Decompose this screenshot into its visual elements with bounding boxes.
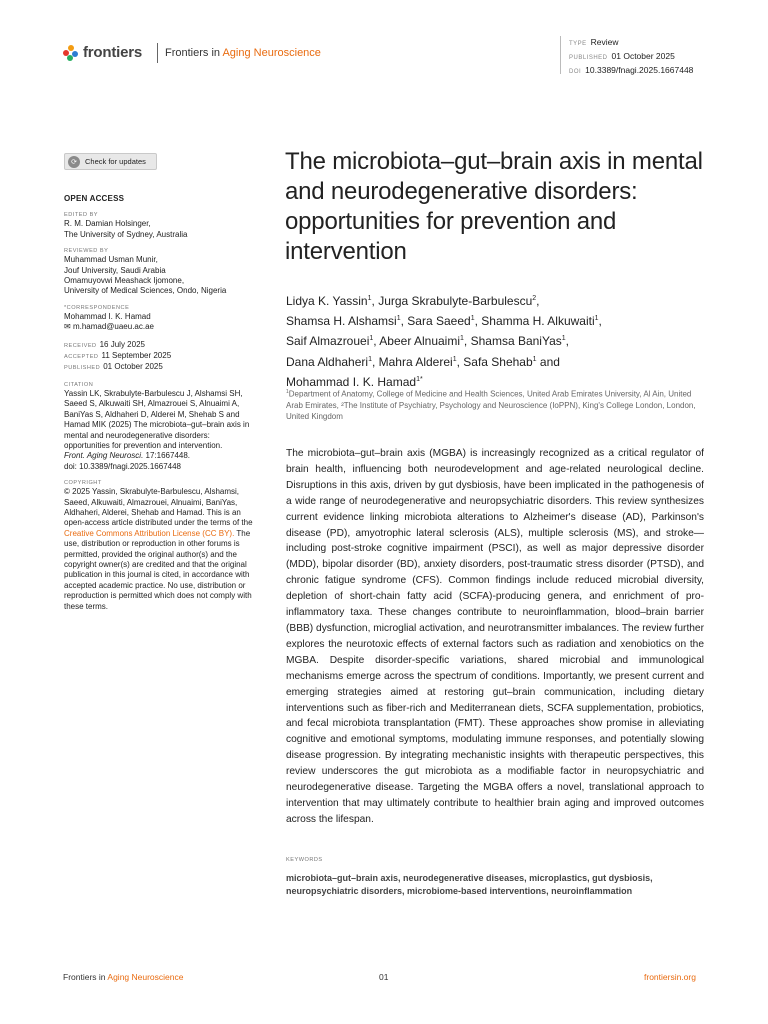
author-name[interactable]: Mohammad I. K. Hamad — [286, 374, 417, 389]
author-affiliation-marker: 1 — [452, 355, 457, 363]
copyright-text: © 2025 Yassin, Skrabulyte-Barbulescu, Alshamsi, Saeed, Alkuwaiti, Almazrouei, Alnuaimi, BaniYas, Aldhaheri, Alderei, Shehab and Hamad. This is an open-access article distributed under the terms of the Creative Commons Attribution License (CC BY). The use, distribution or reproduction in other forums is permitted, provided the original author(s) and the copyright owner(s) are credited and that the original publication in this journal is cited, in accordance with accepted academic practice. No use, distribution or reproduction is permitted which does not comply with these terms. — [64, 487, 253, 611]
author-list — [286, 290, 706, 391]
author-separator: , — [463, 334, 471, 349]
correspondence-name: Mohammad I. K. Hamad — [64, 311, 151, 321]
author-separator: , — [536, 294, 540, 308]
footer-journal[interactable]: Frontiers in Aging Neuroscience — [63, 972, 184, 982]
frontiers-wordmark: frontiers — [83, 44, 143, 61]
accepted-date: ACCEPTED 11 September 2025 — [64, 351, 172, 361]
reviewer-name: Omamuyovwi Meashack Ijomone, — [64, 276, 185, 286]
edited-by-label: EDITED BY — [64, 212, 99, 219]
keywords: microbiota–gut–brain axis, neurodegenerative diseases, microplastics, gut dysbiosis, neuropsychiatric disorders, microbiome-based interventions, neuroinflammation — [286, 873, 653, 896]
editor-name: R. M. Damian Holsinger, — [64, 219, 151, 229]
author-separator: and — [536, 354, 560, 369]
author-affiliation-marker: 1 — [470, 315, 475, 323]
sidebar — [64, 194, 254, 612]
page-number: 01 — [379, 972, 389, 982]
reviewer-name: Muhammad Usman Munir, — [64, 255, 158, 265]
dates — [64, 340, 254, 374]
correspondence-email[interactable]: ✉ m.hamad@uaeu.ac.ae — [64, 322, 154, 332]
check-updates-button[interactable] — [64, 153, 157, 170]
article-type: TYPE Review — [569, 37, 619, 47]
author-affiliation-marker: 1 — [396, 315, 401, 323]
header-divider — [157, 43, 158, 63]
author-affiliation-marker: 1 — [368, 355, 372, 363]
author-separator: , — [400, 314, 408, 329]
article-doi: DOI 10.3389/fnagi.2025.1667448 — [569, 65, 694, 75]
cc-by-license-link[interactable]: Creative Commons Attribution License (CC BY). — [64, 528, 235, 538]
author-name[interactable]: Jurga Skrabulyte-Barbulescu — [378, 294, 533, 308]
abstract: The microbiota–gut–brain axis (MGBA) is increasingly recognized as a critical regulator of brain health, influencing both neurodevelopment and age-related neurological decline. Disruptions in this axis, driven by gut dysbiosis, have been implicated in the pathogenesis of a wide range of neurodegenerative and neuropsychiatric disorders. This review synthesizes current evidence linking microbiota alterations to Alzheimer's disease (AD), Parkinson's disease (PD), amyotrophic lateral sclerosis (ALS), multiple sclerosis (MS), and stroke—including post-stroke cognitive impairment (PSCI), as well as major depressive disorder (MDD), bipolar disorder (BD), anxiety disorders, post-traumatic stress disorder (PTSD), and chronic fatigue syndrome (CFS). Common findings include reduced microbial diversity, depletion of short-chain fatty acid (SCFA)-producing genera, and enrichment of pro-inflammatory taxa. These changes contribute to neuroinflammation, blood–brain barrier (BBB) dysfunction, microglial activation, and neurotransmitter imbalances. The review further explores the neurotoxic effects of external factors such as radiation and xenobiotics on the MGBA. Despite disorder-specific variations, shared microbial and immunological mechanisms emerge across the spectrum of conditions. Importantly, we present current and emerging strategies aimed at restoring gut–brain communication, including dietary interventions such as fiber-rich and Mediterranean diets, SCFA supplementation, probiotics, and fecal microbiota transplantation (FMT). These approaches show promise in alleviating cognitive and emotional symptoms, modulating immune responses, and potentially slowing disease progression. By integrating mechanistic insights with therapeutic perspectives, this review underscores the gut microbiota as a modifiable factor in neuropsychiatric and neurodegenerative disease. Targeting the MGBA offers a novel, translational approach to intervention that may ultimately contribute to healthier brain aging and improved outcomes across the lifespan. — [286, 448, 704, 825]
keywords-label: KEYWORDS — [286, 857, 323, 863]
citation-label: CITATION — [64, 381, 94, 388]
author-separator: , — [371, 294, 379, 308]
author-separator: , — [456, 354, 464, 369]
reviewer-affiliation: University of Medical Sciences, Ondo, Nigeria — [64, 286, 227, 296]
reviewer-affiliation: Jouf University, Saudi Arabia — [64, 265, 166, 275]
frontiers-logo-icon — [63, 45, 79, 61]
copyright-label: COPYRIGHT — [64, 480, 102, 487]
frontiersin-link[interactable]: frontiersin.org — [644, 972, 696, 982]
author-name[interactable]: Safa Shehab — [463, 354, 533, 369]
author-name[interactable]: Lidya K. Yassin — [286, 294, 368, 308]
correspondence-label: *CORRESPONDENCE — [64, 304, 130, 311]
email-icon: ✉ — [64, 322, 73, 332]
affiliations: $^1$Department of Anatomy, College of Medicine and Health Sciences, United Arab Emirates University, Al Ain, United Arab Emirates, ²The Institute of Psychiatry, Psychology and Neuroscience (IoPPN), King's College London, London, United Kingdom — [286, 389, 696, 421]
received-date: RECEIVED 16 July 2025 — [64, 339, 145, 349]
author-separator: , — [598, 314, 602, 329]
reviewed-by-label: REVIEWED BY — [64, 248, 109, 255]
author-name[interactable]: Mahra Alderei — [378, 354, 453, 369]
author-affiliation-marker: 1 — [367, 295, 372, 302]
author-separator: , — [371, 354, 379, 369]
author-name[interactable]: Abeer Alnuaimi — [379, 334, 461, 349]
citation-text: Yassin LK, Skrabulyte-Barbulescu J, Alshamsi SH, Saeed S, Alkuwaiti SH, Almazrouei S, Alnuaimi A, BaniYas S, Aldhaheri D, Alderei M, Shehab S and Hamad MIK (2025) The microbiota–gut–brain axis in mental and neurodegenerative disorders: opportunities for prevention and intervention. Front. Aging Neurosci. 17:1667448. doi: 10.3389/fnagi.2025.1667448 — [64, 388, 250, 471]
author-name[interactable]: Saif Almazrouei — [286, 334, 370, 349]
author-name[interactable]: Sara Saeed — [407, 314, 471, 329]
article-published: PUBLISHED 01 October 2025 — [569, 51, 675, 61]
author-affiliation-marker: 1 — [369, 335, 374, 343]
author-affiliation-marker: 1* — [416, 375, 423, 383]
author-separator: , — [565, 334, 570, 349]
refresh-icon: ⟳ — [68, 156, 80, 168]
editor-affiliation: The University of Sydney, Australia — [64, 229, 188, 239]
check-updates-label: Check for updates — [85, 157, 146, 166]
author-name[interactable]: Dana Aldhaheri — [286, 354, 369, 369]
author-name[interactable]: Shamma H. Alkuwaiti — [481, 314, 595, 329]
author-affiliation-marker: 2 — [532, 295, 537, 302]
author-affiliation-marker: 1 — [561, 335, 566, 343]
article-meta — [560, 36, 693, 74]
author-affiliation-marker: 1 — [532, 355, 537, 363]
author-separator: , — [373, 334, 380, 349]
author-affiliation-marker: 1 — [460, 335, 464, 343]
frontiers-logo[interactable] — [63, 44, 142, 61]
author-affiliation-marker: 1 — [594, 315, 599, 323]
published-date: PUBLISHED 01 October 2025 — [64, 362, 163, 372]
journal-name[interactable]: Frontiers in Aging Neuroscience — [165, 47, 321, 59]
open-access-label: OPEN ACCESS — [64, 194, 125, 203]
article-title: The microbiota–gut–brain axis in mental and neurodegenerative disorders: opportunities for prevention and intervention — [285, 148, 703, 265]
author-separator: , — [474, 314, 482, 329]
author-name[interactable]: Shamsa BaniYas — [470, 334, 562, 349]
author-name[interactable]: Shamsa H. Alshamsi — [286, 314, 397, 329]
